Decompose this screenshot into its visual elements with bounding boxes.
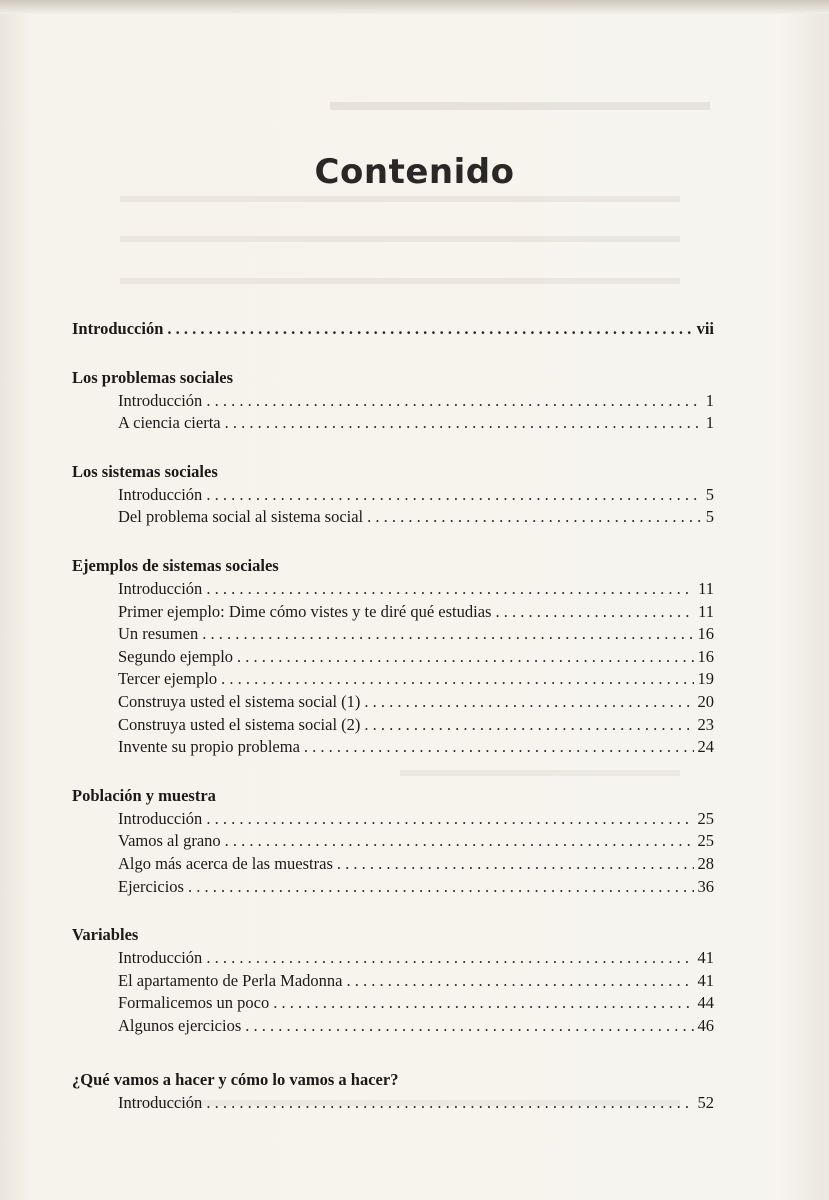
leader-dots bbox=[364, 691, 693, 714]
leader-dots bbox=[347, 970, 694, 993]
leader-dots bbox=[188, 876, 694, 899]
leader-dots bbox=[221, 668, 693, 691]
leader-dots bbox=[337, 853, 694, 876]
toc-entry bbox=[72, 691, 714, 714]
toc-page-number: 19 bbox=[697, 669, 714, 689]
toc-entry bbox=[72, 668, 714, 691]
toc-page-number: 24 bbox=[697, 737, 714, 757]
section-heading: Ejemplos de sistemas sociales bbox=[72, 555, 279, 575]
toc-entry bbox=[72, 947, 714, 970]
toc-page-number: 28 bbox=[697, 853, 714, 873]
leader-dots bbox=[206, 1092, 693, 1115]
section-heading: Los problemas sociales bbox=[72, 367, 234, 387]
toc-entry-label: Introducción bbox=[118, 390, 203, 410]
toc-entry-label: Algo más acerca de las muestras bbox=[118, 853, 333, 873]
page-title: Contenido bbox=[314, 152, 515, 192]
toc-entry bbox=[72, 808, 714, 831]
toc-entry bbox=[72, 412, 714, 435]
leader-dots bbox=[245, 1015, 693, 1038]
toc-entry bbox=[72, 992, 714, 1015]
leader-dots bbox=[206, 947, 693, 970]
toc-entry-label: Ejercicios bbox=[118, 876, 184, 896]
toc-page-number: 36 bbox=[697, 876, 714, 896]
leader-dots bbox=[206, 484, 701, 507]
toc-entry-label: Tercer ejemplo bbox=[118, 669, 218, 689]
toc-entry bbox=[72, 876, 714, 899]
toc-entry-label: Un resumen bbox=[118, 624, 199, 644]
toc-entry bbox=[72, 1092, 714, 1115]
toc-entry-label: Introducción bbox=[118, 1093, 203, 1113]
toc-page-number: vii bbox=[696, 319, 714, 338]
toc-entry bbox=[72, 623, 714, 646]
toc-entry bbox=[72, 830, 714, 853]
leader-dots bbox=[202, 623, 693, 646]
leader-dots bbox=[495, 601, 694, 624]
leader-dots bbox=[206, 808, 693, 831]
toc-page-number: 16 bbox=[697, 624, 714, 644]
section-heading: Población y muestra bbox=[72, 785, 216, 805]
toc-entry-label: A ciencia cierta bbox=[118, 413, 221, 433]
toc-entry-label: Introducción bbox=[72, 319, 164, 338]
toc-entry-label: Primer ejemplo: Dime cómo vistes y te diré qué estudias bbox=[118, 601, 492, 621]
toc-entry bbox=[72, 1015, 714, 1038]
toc-entry-label: Vamos al grano bbox=[118, 831, 221, 851]
toc-page-number: 44 bbox=[697, 993, 714, 1013]
toc-entry-label: Introducción bbox=[118, 484, 203, 504]
toc-page-number: 25 bbox=[697, 831, 714, 851]
page-top-edge bbox=[0, 0, 829, 14]
toc-page-number: 46 bbox=[697, 1015, 714, 1035]
section-heading: Variables bbox=[72, 925, 139, 945]
toc-entry-label: Introducción bbox=[118, 808, 203, 828]
toc-entry-label: Formalicemos un poco bbox=[118, 993, 270, 1013]
toc-page-number: 23 bbox=[697, 714, 714, 734]
toc-page-number: 41 bbox=[697, 970, 714, 990]
toc-entry bbox=[72, 601, 714, 624]
toc-entry-label: Del problema social al sistema social bbox=[118, 507, 364, 527]
section-heading: ¿Qué vamos a hacer y cómo lo vamos a hacer? bbox=[72, 1070, 399, 1090]
toc-page-number: 41 bbox=[697, 948, 714, 968]
toc-entry bbox=[72, 736, 714, 759]
toc-page-number: 25 bbox=[697, 808, 714, 828]
leader-dots bbox=[167, 318, 692, 341]
leader-dots bbox=[225, 412, 702, 435]
toc-page-number: 1 bbox=[705, 390, 714, 410]
toc-page-number: 11 bbox=[698, 578, 714, 598]
toc-entry-label: Construya usted el sistema social (1) bbox=[118, 691, 361, 711]
leader-dots bbox=[225, 830, 694, 853]
leader-dots bbox=[206, 578, 694, 601]
leader-dots bbox=[304, 736, 694, 759]
toc-page-number: 20 bbox=[697, 691, 714, 711]
leader-dots bbox=[273, 992, 693, 1015]
toc-entry bbox=[72, 484, 714, 507]
toc-entry-label: El apartamento de Perla Madonna bbox=[118, 970, 343, 990]
toc-entry-label: Construya usted el sistema social (2) bbox=[118, 714, 361, 734]
toc-page-number: 5 bbox=[705, 484, 714, 504]
leader-dots bbox=[206, 390, 701, 413]
toc-entry-label: Invente su propio problema bbox=[118, 737, 300, 757]
toc-page-number: 1 bbox=[705, 413, 714, 433]
toc-page-number: 11 bbox=[698, 601, 714, 621]
toc-entry bbox=[72, 506, 714, 529]
toc-intro-row bbox=[72, 318, 714, 341]
section-heading: Los sistemas sociales bbox=[72, 461, 218, 481]
toc-entry-label: Introducción bbox=[118, 948, 203, 968]
leader-dots bbox=[237, 646, 693, 669]
toc-page-number: 52 bbox=[697, 1093, 714, 1113]
toc-entry bbox=[72, 853, 714, 876]
toc-entry bbox=[72, 390, 714, 413]
toc-entry bbox=[72, 714, 714, 737]
leader-dots bbox=[364, 714, 693, 737]
toc-entry-label: Introducción bbox=[118, 578, 203, 598]
toc-page-number: 5 bbox=[705, 507, 714, 527]
toc-entry-label: Algunos ejercicios bbox=[118, 1015, 242, 1035]
toc-entry-label: Segundo ejemplo bbox=[118, 646, 234, 666]
toc-entry bbox=[72, 970, 714, 993]
toc-entry bbox=[72, 578, 714, 601]
table-of-contents bbox=[72, 318, 714, 1115]
toc-page-number: 16 bbox=[697, 646, 714, 666]
leader-dots bbox=[367, 506, 702, 529]
toc-entry bbox=[72, 646, 714, 669]
